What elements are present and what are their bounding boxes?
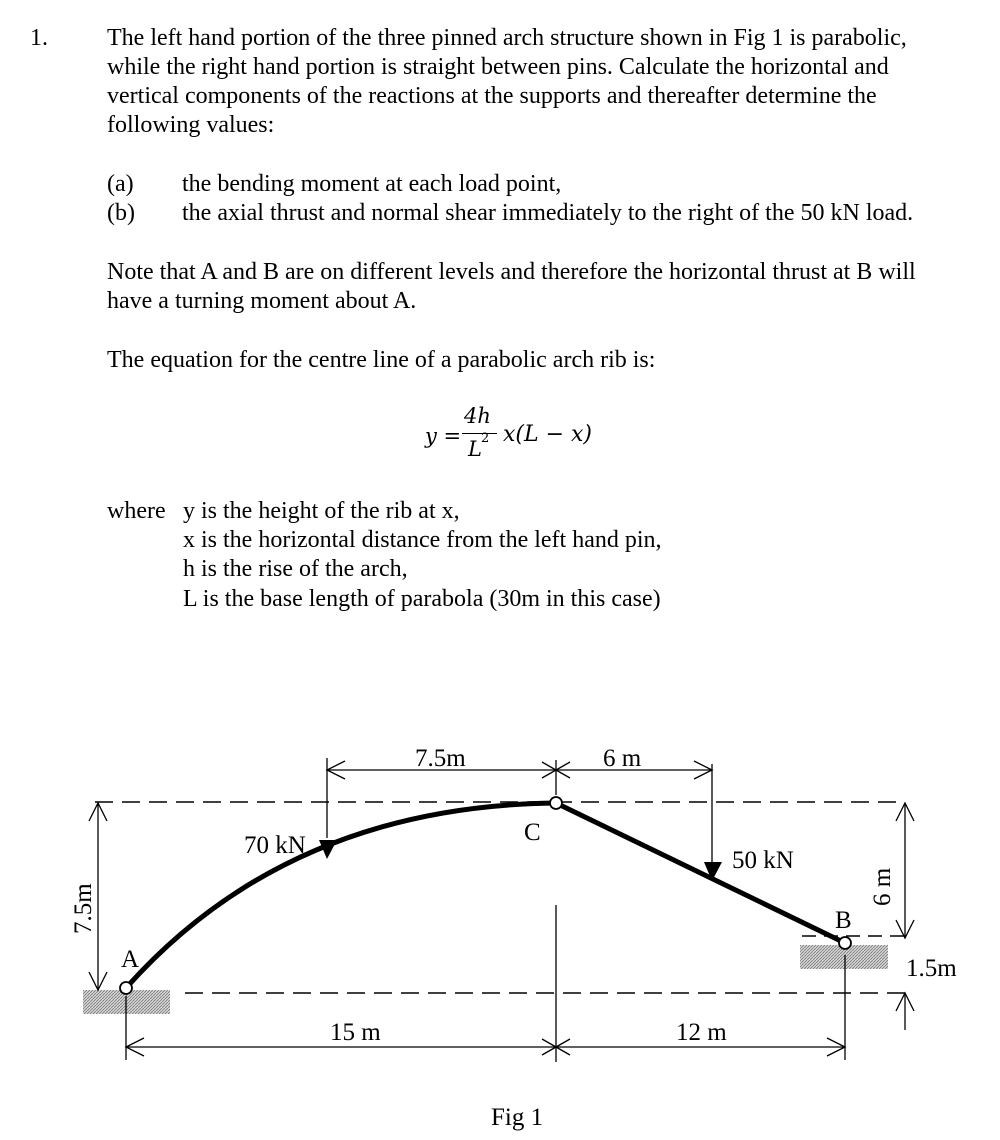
intro-line-3: vertical components of the reactions at the supports and thereafter determine the [107, 83, 877, 109]
equation-denominator: L [468, 437, 482, 461]
label-a: A [121, 946, 140, 973]
label-load-70: 70 kN [244, 832, 306, 859]
intro-line-4: following values: [107, 112, 275, 138]
equation-denominator-exponent: 2 [481, 431, 490, 446]
part-b-label: (b) [107, 200, 135, 226]
label-height-right: 6 m [869, 867, 896, 906]
label-level-diff: 1.5m [906, 955, 957, 982]
where-line-3: h is the rise of the arch, [183, 556, 408, 582]
label-c: C [524, 819, 541, 846]
label-dim-top-right: 6 m [603, 745, 642, 772]
where-line-4: L is the base length of parabola (30m in this case) [183, 586, 661, 612]
label-b: B [835, 907, 852, 934]
where-line-2: x is the horizontal distance from the left hand pin, [183, 527, 662, 553]
note-line-2: have a turning moment about A. [107, 288, 417, 314]
parabolic-arch-rib [126, 803, 556, 988]
part-a-text: the bending moment at each load point, [182, 171, 562, 197]
equation-numerator: 4h [464, 404, 491, 428]
part-a-label: (a) [107, 171, 134, 197]
pin-a [120, 982, 132, 994]
part-b-text: the axial thrust and normal shear immediately to the right of the 50 kN load. [182, 200, 914, 226]
note-line-1: Note that A and B are on different levels and therefore the horizontal thrust at B will [107, 259, 916, 285]
label-dim-top-left: 7.5m [415, 745, 466, 772]
pin-b [839, 937, 851, 949]
equation-lhs: y = [425, 424, 462, 448]
question-number: 1. [30, 25, 48, 51]
straight-arch-member [556, 803, 845, 943]
equation-intro: The equation for the centre line of a parabolic arch rib is: [107, 347, 656, 373]
label-load-50: 50 kN [732, 847, 794, 874]
pin-c [550, 797, 562, 809]
intro-line-1: The left hand portion of the three pinned arch structure shown in Fig 1 is parabolic, [107, 25, 907, 51]
figure-caption: Fig 1 [491, 1104, 544, 1131]
label-dim-bottom-right: 12 m [676, 1019, 727, 1046]
label-height-left: 7.5m [70, 883, 97, 934]
intro-line-2: while the right hand portion is straight between pins. Calculate the horizontal and [107, 54, 889, 80]
label-dim-bottom-left: 15 m [330, 1019, 381, 1046]
where-line-1: y is the height of the rib at x, [183, 498, 460, 524]
equation-rhs: x(L − x) [503, 422, 593, 447]
where-label: where [107, 498, 166, 524]
